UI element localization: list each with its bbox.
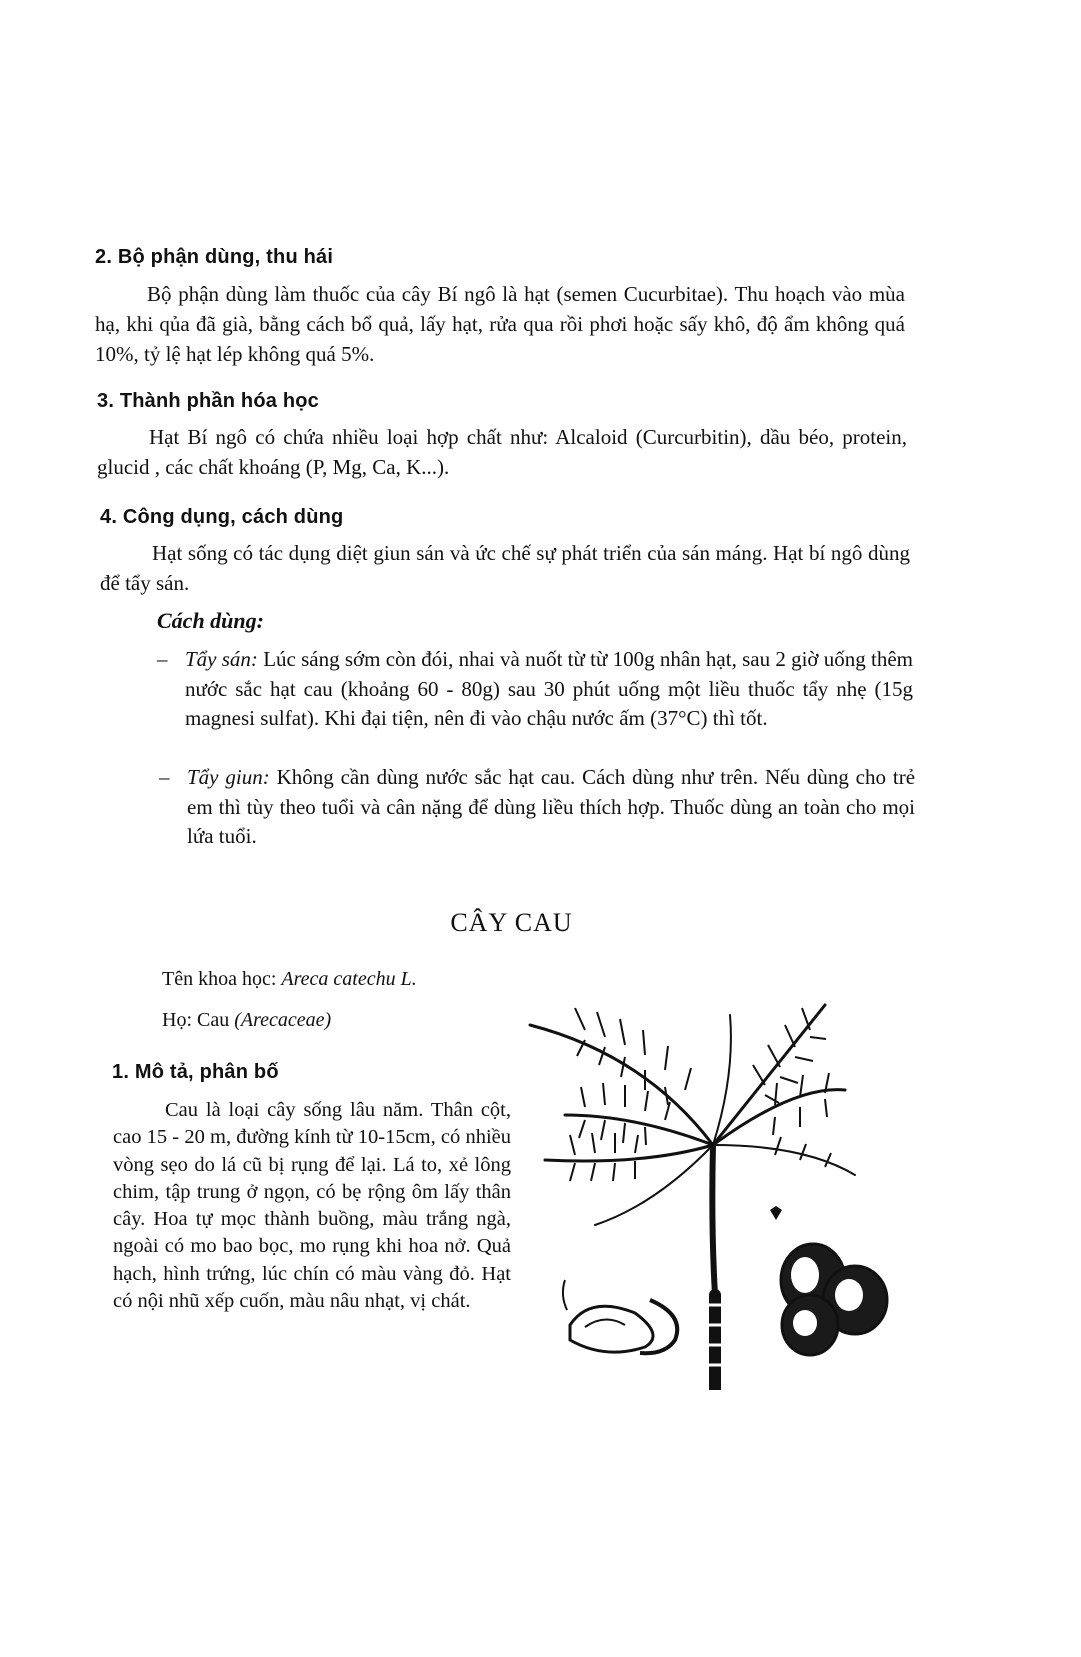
areca-palm-illustration (525, 995, 915, 1390)
family-line (162, 1009, 331, 1032)
section-4-heading: 4. Công dụng, cách dùng (100, 506, 344, 528)
section-3-body: Hạt Bí ngô có chứa nhiều loại hợp chất như: Alcaloid (Curcurbitin), dầu béo, protein, glucid , các chất khoáng (P, Mg, Ca, K...). (97, 425, 907, 479)
scientific-name: Areca catechu L. (281, 968, 417, 990)
list-item-label: Tẩy sán: (185, 647, 258, 671)
bullet-dash: – (159, 765, 170, 789)
section-2-body: Bộ phận dùng làm thuốc của cây Bí ngô là hạt (semen Cucurbitae). Thu hoạch vào mùa hạ, khi qủa đã già, bằng cách bổ quả, lấy hạt, rửa qua rồi phơi hoặc sấy khô, độ ẩm không quá 10%, tỷ lệ hạt lép không quá 5%. (95, 282, 905, 366)
bullet-dash: – (157, 647, 168, 671)
section-4-body: Hạt sống có tác dụng diệt giun sán và ức chế sự phát triển của sán máng. Hạt bí ngô dùng để tẩy sán. (100, 541, 910, 595)
plant-section-1-body: Cau là loại cây sống lâu năm. Thân cột, cao 15 - 20 m, đường kính từ 10-15cm, có nhiều vòng sẹo do lá cũ bị rụng để lại. Lá to, xẻ lông chim, tập trung ở ngọn, có bẹ rộng ôm lấy thân cây. Hoa tự mọc thành buồng, màu trắng ngà, ngoài có mo bao bọc, mo rụng khi hoa nở. Quả hạch, hình trứng, lúc chín có màu vàng đỏ. Hạt có nội nhũ xếp cuốn, màu nâu nhạt, vị chát. (113, 1099, 511, 1313)
plant-title: CÂY CAU (450, 908, 573, 937)
list-item-text: Không cần dùng nước sắc hạt cau. Cách dùng như trên. Nếu dùng cho trẻ em thì tùy theo tuổi và cân nặng để dùng liều thích hợp. Thuốc dùng an toàn cho mọi lứa tuổi. (187, 765, 916, 848)
list-item-tay-giun (159, 763, 916, 852)
list-item-tay-san (157, 645, 914, 734)
usage-title: Cách dùng: (157, 608, 264, 633)
list-item-text: Lúc sáng sớm còn đói, nhai và nuốt từ từ 100g nhân hạt, sau 2 giờ uống thêm nước sắc hạt cau (khoảng 60 - 80g) sau 30 phút uống một liều thuốc tẩy nhẹ (15g magnesi sulfat). Khi đại tiện, nên đi vào chậu nước ấm (37°C) thì tốt. (185, 647, 914, 730)
plant-section-1-heading: 1. Mô tả, phân bố (112, 1061, 279, 1083)
scientific-name-line (162, 968, 417, 991)
section-2-heading: 2. Bộ phận dùng, thu hái (95, 246, 334, 268)
section-3-heading: 3. Thành phần hóa học (97, 390, 319, 412)
scientific-label: Tên khoa học: (162, 968, 277, 990)
family-name: (Arecaceae) (234, 1009, 332, 1031)
family-label: Họ: Cau (162, 1009, 230, 1031)
list-item-label: Tẩy giun: (187, 765, 270, 789)
